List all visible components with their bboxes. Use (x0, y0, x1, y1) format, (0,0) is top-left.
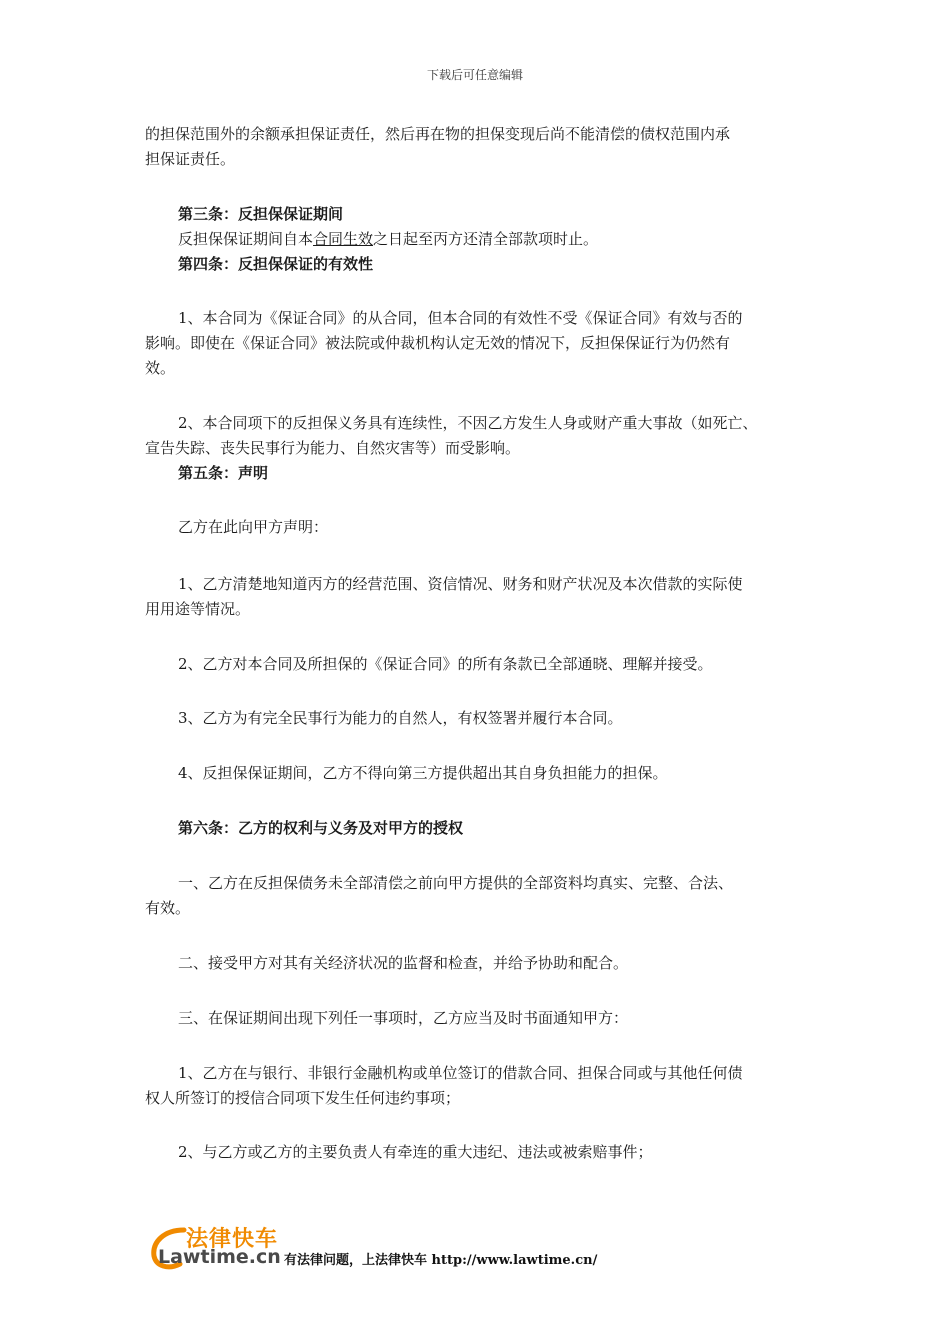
logo-chinese-text: 法律快车 (186, 1227, 279, 1252)
article-4-heading: 第四条：反担保保证的有效性 (178, 255, 374, 273)
article-3-heading (178, 202, 343, 227)
text-span: 之日起至丙方还清全部款项时止。 (373, 230, 599, 248)
article-5-heading: 第五条：声明 (178, 464, 269, 482)
paragraph-line: 4、反担保保证期间，乙方不得向第三方提供超出其自身负担能力的担保。 (178, 764, 668, 782)
lawtime-logo[interactable] (150, 1222, 285, 1270)
paragraph-line: 一、乙方在反担保债务未全部清偿之前向甲方提供的全部资料均真实、完整、合法、 (178, 874, 734, 892)
footer-slogan[interactable]: 有法律问题，上法律快车 http://www.lawtime.cn/ (284, 1253, 598, 1268)
paragraph-line: 效。 (145, 359, 176, 377)
paragraph-line: 三、在保证期间出现下列任一事项时，乙方应当及时书面通知甲方： (178, 1009, 629, 1027)
paragraph-line: 权人所签订的授信合同项下发生任何违约事项； (145, 1089, 461, 1107)
paragraph-line: 3、乙方为有完全民事行为能力的自然人，有权签署并履行本合同。 (178, 709, 623, 727)
article-3-text (178, 227, 598, 252)
paragraph-line: 的担保范围外的余额承担保证责任，然后再在物的担保变现后尚不能清偿的债权范围内承 (145, 125, 731, 143)
page-header: 下载后可任意编辑 (426, 68, 523, 82)
paragraph-line: 2、本合同项下的反担保义务具有连续性，不因乙方发生人身或财产重大事故（如死亡、 (178, 414, 758, 432)
paragraph-line: 宣告失踪、丧失民事行为能力、自然灾害等）而受影响。 (145, 439, 521, 457)
paragraph-line: 担保证责任。 (145, 150, 236, 168)
contract-effective-link[interactable]: 合同生效 (313, 230, 374, 248)
article-6-heading: 第六条：乙方的权利与义务及对甲方的授权 (178, 819, 464, 837)
logo-english-text: Lawtime.cn (158, 1246, 281, 1268)
paragraph-line: 用用途等情况。 (145, 600, 251, 618)
paragraph-line: 乙方在此向甲方声明： (178, 518, 329, 536)
paragraph-line: 1、本合同为《保证合同》的从合同，但本合同的有效性不受《保证合同》有效与否的 (178, 309, 743, 327)
paragraph-line: 有效。 (145, 899, 191, 917)
paragraph-line: 2、乙方对本合同及所担保的《保证合同》的所有条款已全部通晓、理解并接受。 (178, 655, 713, 673)
paragraph-line: 影响。即使在《保证合同》被法院或仲裁机构认定无效的情况下，反担保保证行为仍然有 (145, 334, 731, 352)
text-span: 反担保保证期间自本 (178, 230, 314, 248)
paragraph-line: 2、与乙方或乙方的主要负责人有牵连的重大违纪、违法或被索赔事件； (178, 1143, 653, 1161)
article-3-heading-text: 第三条：反担保保证期间 (178, 205, 344, 223)
paragraph-line: 1、乙方在与银行、非银行金融机构或单位签订的借款合同、担保合同或与其他任何债 (178, 1064, 743, 1082)
paragraph-line: 1、乙方清楚地知道丙方的经营范围、资信情况、财务和财产状况及本次借款的实际使 (178, 575, 743, 593)
paragraph-line: 二、接受甲方对其有关经济状况的监督和检查，并给予协助和配合。 (178, 954, 629, 972)
